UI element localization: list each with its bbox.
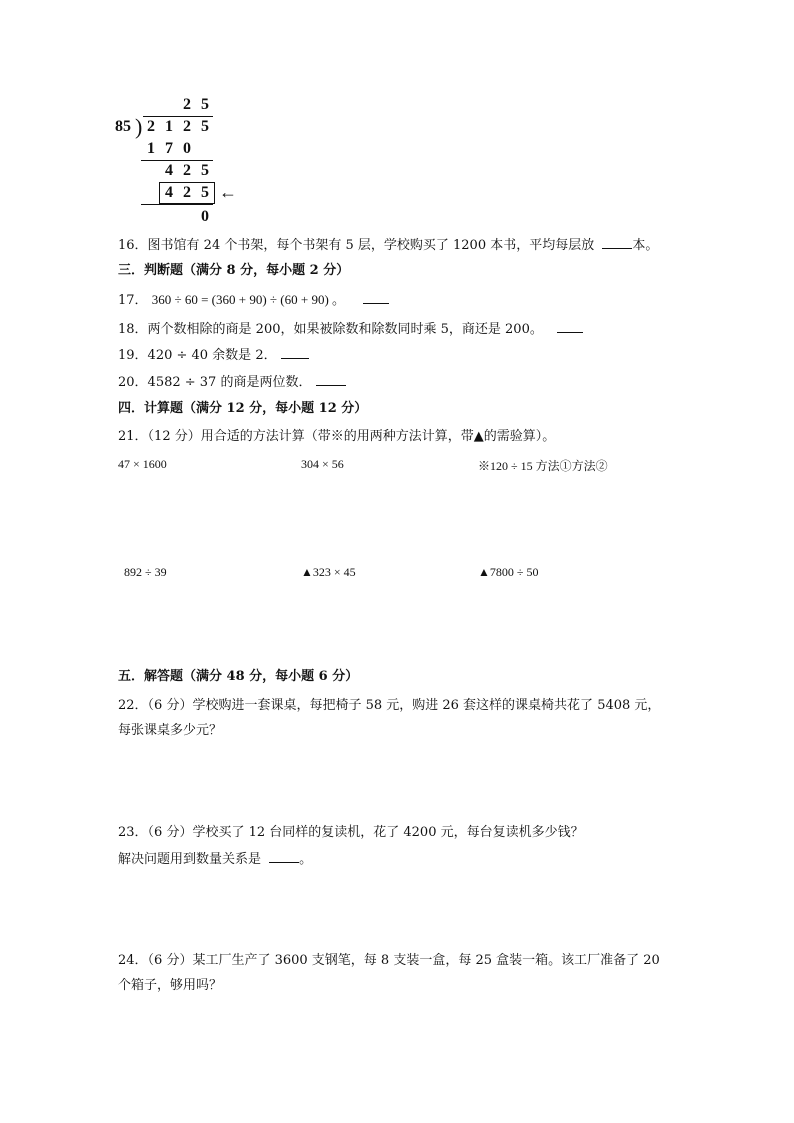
calc-item: ▲323 × 45 [301, 565, 356, 579]
product-digit: 7 [165, 140, 173, 157]
question-23-prompt: 解决问题用到数量关系是 [118, 852, 262, 867]
answer-blank[interactable] [602, 236, 632, 249]
subtract-line [141, 160, 213, 161]
answer-blank[interactable] [281, 346, 309, 359]
remainder-digit: 4 [165, 162, 173, 179]
question-23-line1: 23．（6 分）学校买了 12 台同样的复读机，花了 4200 元，每台复读机多少钱？ [118, 825, 584, 840]
question-23-suffix: 。 [299, 852, 313, 867]
calc-item: ※120 ÷ 15 方法①方法② [478, 459, 608, 473]
question-18 [118, 320, 583, 339]
section-heading-5: 五．解答题（满分 48 分，每小题 6 分） [118, 669, 359, 684]
remainder-digit: 2 [183, 162, 191, 179]
question-20 [118, 373, 346, 392]
division-bracket: ) [135, 114, 143, 139]
quotient-digit: 2 [183, 96, 191, 113]
question-18-text: 18．两个数相除的商是 200，如果被除数和除数同时乘 5，商还是 200。 [118, 322, 543, 337]
question-21: 21．（12 分）用合适的方法计算（带※的用两种方法计算，带▲的需验算）。 [118, 429, 556, 444]
product-digit: 0 [183, 140, 191, 157]
calc-item: ▲7800 ÷ 50 [478, 565, 539, 579]
calc-item: 304 × 56 [301, 457, 344, 471]
question-17-number: 17． [118, 293, 148, 308]
question-24-line1: 24．（6 分）某工厂生产了 3600 支钢笔，每 8 支装一盒，每 25 盒装一箱。该工厂准备了 20 [118, 953, 660, 968]
product-digit: 5 [201, 184, 209, 201]
calc-item: 892 ÷ 39 [124, 565, 167, 579]
long-division [115, 96, 245, 228]
answer-blank[interactable] [557, 320, 583, 333]
quotient-digit: 5 [201, 96, 209, 113]
answer-blank[interactable] [316, 373, 346, 386]
section-heading-3: 三．判断题（满分 8 分，每小题 2 分） [118, 263, 350, 278]
question-22-line2: 每张课桌多少元？ [118, 723, 223, 738]
subtract-line [141, 204, 213, 205]
answer-blank[interactable] [363, 291, 389, 304]
question-17 [118, 291, 389, 310]
question-16 [118, 236, 658, 255]
question-20-text: 20．4582 ÷ 37 的商是两位数． [118, 375, 312, 390]
dividend-digit: 2 [147, 118, 155, 135]
question-17-expression: 360 ÷ 60 = (360 + 90) ÷ (60 + 90) 。 [151, 292, 346, 307]
remainder-digit: 5 [201, 162, 209, 179]
product-digit: 1 [147, 140, 155, 157]
product-digit: 2 [183, 184, 191, 201]
question-24-line2: 个箱子，够用吗？ [118, 978, 223, 993]
final-remainder: 0 [201, 208, 209, 225]
dividend-digit: 1 [165, 118, 173, 135]
question-16-text: 16．图书馆有 24 个书架，每个书架有 5 层，学校购买了 1200 本书，平均每层放 [118, 238, 595, 253]
question-23-line2 [118, 850, 312, 869]
dividend-digit: 5 [201, 118, 209, 135]
question-22-line1: 22．（6 分）学校购进一套课桌，每把椅子 58 元，购进 26 套这样的课桌椅共花了 5408 元， [118, 698, 661, 713]
division-bar [143, 116, 213, 117]
dividend-digit: 2 [183, 118, 191, 135]
question-19 [118, 346, 309, 365]
arrow-icon: ← [219, 182, 237, 202]
divisor: 85 [115, 118, 131, 135]
section-heading-4: 四．计算题（满分 12 分，每小题 12 分） [118, 401, 368, 416]
product-digit: 4 [165, 184, 173, 201]
answer-blank[interactable] [269, 850, 299, 863]
calc-item: 47 × 1600 [118, 457, 167, 471]
question-16-suffix: 本。 [632, 238, 659, 253]
question-19-text: 19．420 ÷ 40 余数是 2． [118, 348, 277, 363]
